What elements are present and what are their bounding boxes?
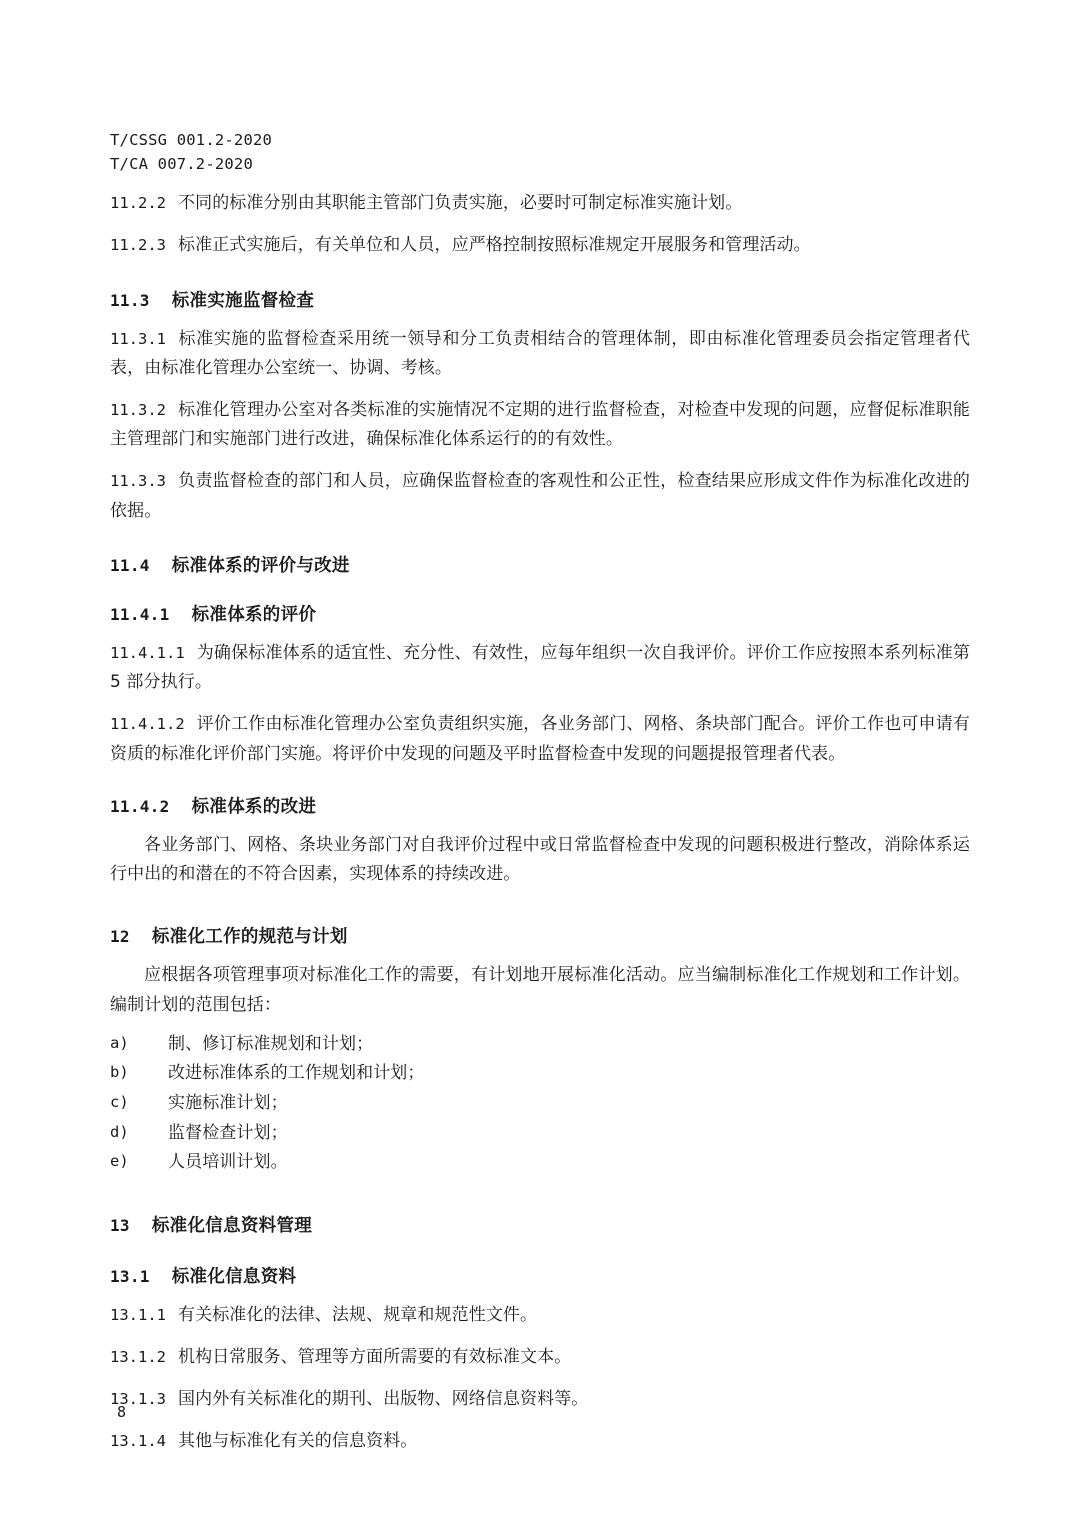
list-item-text: 实施标准计划；	[168, 1092, 288, 1113]
clause-11-4-1-1	[110, 639, 970, 697]
list-marker: e)	[110, 1152, 129, 1171]
list-marker: a)	[110, 1033, 129, 1052]
clause-number: 11.2.3	[110, 236, 166, 255]
clause-text: 机构日常服务、管理等方面所需要的有效标准文本。	[178, 1346, 572, 1367]
standard-code-line-2: T/CA 007.2-2020	[110, 155, 253, 174]
clause-text: 标准正式实施后，有关单位和人员，应严格控制按照标准规定开展服务和管理活动。	[178, 235, 811, 256]
page-content	[110, 128, 970, 1457]
list-item	[110, 1089, 970, 1119]
clause-number: 13.1.2	[110, 1347, 166, 1366]
heading-text: 标准体系的改进	[191, 796, 317, 817]
heading-text: 标准化信息资料管理	[151, 1215, 313, 1236]
list-item	[110, 1148, 970, 1178]
heading-number: 13.1	[110, 1266, 150, 1286]
clause-13-1-3	[110, 1385, 970, 1414]
list-item-text: 监督检查计划；	[168, 1122, 288, 1143]
clause-text: 不同的标准分别由其职能主管部门负责实施，必要时可制定标准实施计划。	[178, 193, 743, 214]
list-marker: b)	[110, 1063, 129, 1082]
clause-text: 有关标准化的法律、法规、规章和规范性文件。	[178, 1304, 538, 1325]
clause-11-2-2	[110, 189, 970, 218]
heading-number: 11.4	[110, 555, 150, 575]
clause-number: 11.3.1	[110, 329, 166, 348]
heading-13	[110, 1212, 970, 1237]
heading-11-4-2	[110, 793, 970, 818]
clause-13-1-1	[110, 1301, 970, 1330]
clause-11-3-2	[110, 396, 970, 454]
clause-11-4-1-2	[110, 710, 970, 768]
clause-text: 国内外有关标准化的期刊、出版物、网络信息资料等。	[178, 1389, 589, 1410]
list-item-text: 人员培训计划。	[168, 1152, 288, 1173]
clause-number: 11.4.1.1	[110, 643, 185, 662]
clause-13-1-4	[110, 1427, 970, 1456]
heading-number: 13	[110, 1215, 130, 1235]
paragraph-12-body: 应根据各项管理事项对标准化工作的需要，有计划地开展标准化活动。应当编制标准化工作规划和工作计划。编制计划的范围包括：	[110, 965, 970, 1015]
heading-text: 标准化信息资料	[171, 1266, 297, 1287]
paragraph-11-4-2-body: 各业务部门、网格、条块业务部门对自我评价过程中或日常监督检查中发现的问题积极进行整改，消除体系运行中出的和潜在的不符合因素，实现体系的持续改进。	[110, 834, 970, 885]
heading-number: 11.4.2	[110, 796, 170, 816]
list-item	[110, 1030, 970, 1060]
clause-text: 其他与标准化有关的信息资料。	[178, 1431, 418, 1452]
heading-number: 12	[110, 927, 130, 947]
clause-text: 负责监督检查的部门和人员，应确保监督检查的客观性和公正性，检查结果应形成文件作为标准化改进的依据。	[110, 471, 970, 521]
clause-number: 11.3.3	[110, 472, 166, 491]
heading-11-3	[110, 287, 970, 312]
list-item-text: 改进标准体系的工作规划和计划；	[168, 1063, 425, 1084]
heading-11-4-1	[110, 601, 970, 626]
clause-text: 标准实施的监督检查采用统一领导和分工负责相结合的管理体制，即由标准化管理委员会指定管理者代表，由标准化管理办公室统一、协调、考核。	[110, 328, 970, 378]
page-number: 8	[117, 1403, 127, 1421]
list-item	[110, 1059, 970, 1089]
heading-12	[110, 923, 970, 948]
standard-code-line-1: T/CSSG 001.2-2020	[110, 131, 273, 149]
clause-11-2-3	[110, 231, 970, 260]
heading-number: 11.3	[110, 290, 150, 310]
clause-12-list	[110, 1030, 970, 1178]
clause-number: 11.3.2	[110, 400, 166, 419]
clause-text: 评价工作由标准化管理办公室负责组织实施，各业务部门、网格、条块部门配合。评价工作也可申请有资质的标准化评价部门实施。将评价中发现的问题及平时监督检查中发现的问题提报管理者代表。	[110, 714, 970, 764]
list-item-text: 制、修订标准规划和计划；	[168, 1033, 374, 1054]
heading-text: 标准化工作的规范与计划	[151, 927, 348, 948]
clause-number: 13.1.3	[110, 1390, 166, 1409]
clause-number: 13.1.1	[110, 1305, 166, 1324]
heading-11-4	[110, 552, 970, 577]
clause-number: 11.2.2	[110, 194, 166, 213]
clause-text: 标准化管理办公室对各类标准的实施情况不定期的进行监督检查，对检查中发现的问题，应督促标准职能主管理部门和实施部门进行改进，确保标准化体系运行的的有效性。	[110, 399, 970, 450]
heading-13-1	[110, 1263, 970, 1288]
list-marker: d)	[110, 1122, 129, 1141]
clause-11-3-1	[110, 325, 970, 383]
heading-text: 标准体系的评价	[191, 604, 317, 625]
clause-number: 13.1.4	[110, 1432, 166, 1451]
heading-text: 标准实施监督检查	[171, 290, 315, 311]
list-marker: c)	[110, 1092, 129, 1111]
heading-text: 标准体系的评价与改进	[171, 555, 350, 576]
clause-13-1-2	[110, 1343, 970, 1372]
clause-number: 11.4.1.2	[110, 715, 185, 734]
clause-text: 为确保标准体系的适宜性、充分性、有效性，应每年组织一次自我评价。评价工作应按照本系列标准第 5 部分执行。	[110, 642, 970, 693]
clause-11-3-3	[110, 467, 970, 525]
heading-number: 11.4.1	[110, 604, 170, 624]
list-item	[110, 1119, 970, 1149]
